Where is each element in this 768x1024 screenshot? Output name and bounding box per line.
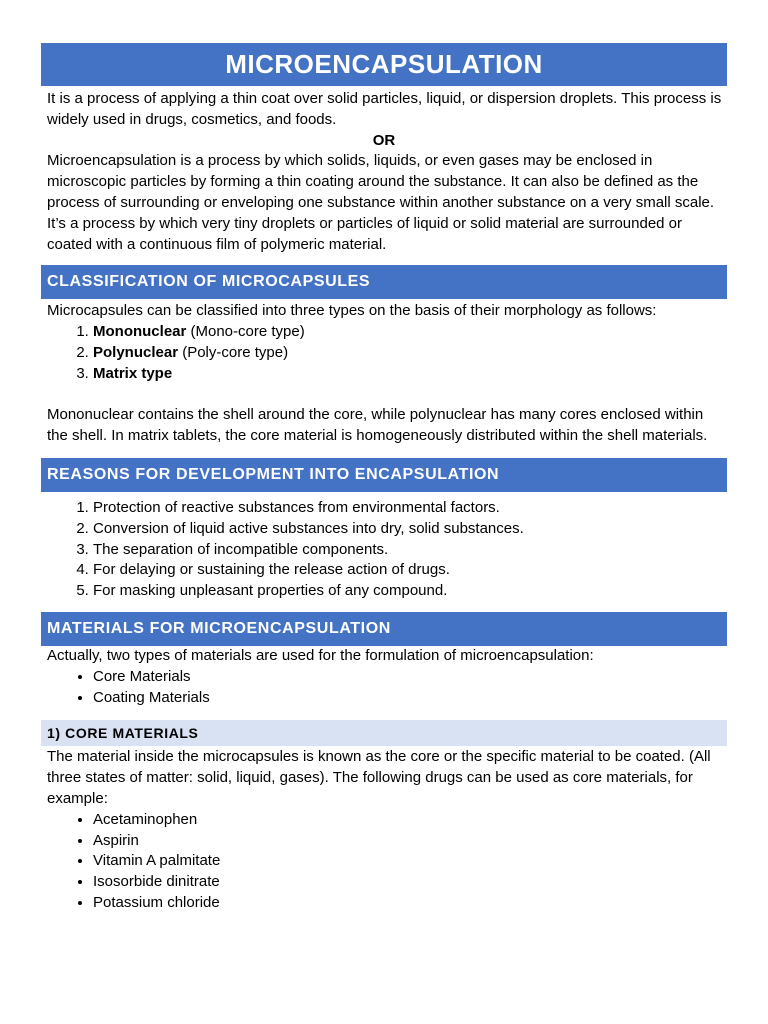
list-item: • Core Materials <box>93 667 727 688</box>
reasons-heading: REASONS FOR DEVELOPMENT INTO ENCAPSULATION <box>41 458 727 492</box>
intro-paragraph-1: It is a process of applying a thin coat over solid particles, liquid, or dispersion droplets. This process is widely used in drugs, cosmetics, and foods. <box>47 90 722 128</box>
or-separator: OR <box>372 131 396 149</box>
document-page <box>41 43 727 914</box>
core-materials-heading: 1) CORE MATERIALS <box>41 720 727 746</box>
classification-lead: Microcapsules can be classified into three types on the basis of their morphology as follows: <box>47 302 657 320</box>
list-item: • Potassium chloride <box>93 893 727 914</box>
type-name: Polynuclear <box>93 343 179 361</box>
core-materials-list <box>41 810 727 914</box>
type-name: Matrix type <box>93 364 173 382</box>
core-materials-lead: The material inside the microcapsules is known as the core or the specific material to be coated. (All three states of matter: solid, liquid, gases). The following drugs can be used as core materials, for example: <box>47 748 711 807</box>
list-item <box>93 364 727 385</box>
classification-list <box>41 322 727 384</box>
materials-list <box>41 667 727 709</box>
list-item <box>93 322 727 343</box>
list-item: • Acetaminophen <box>93 810 727 831</box>
list-item: 1. Protection of reactive substances from environmental factors. <box>93 498 727 519</box>
list-item: • Isosorbide dinitrate <box>93 872 727 893</box>
materials-lead: Actually, two types of materials are used for the formulation of microencapsulation: <box>47 646 594 664</box>
materials-heading: MATERIALS FOR MICROENCAPSULATION <box>41 612 727 646</box>
type-detail: (Poly-core type) <box>178 343 289 361</box>
type-detail: (Mono-core type) <box>186 323 305 341</box>
list-item: • Aspirin <box>93 831 727 852</box>
classification-note: Mononuclear contains the shell around the core, while polynuclear has many cores enclosed within the shell. In matrix tablets, the core material is homogeneously distributed within the shell materials. <box>47 406 708 445</box>
list-item: 5. For masking unpleasant properties of any compound. <box>93 581 727 602</box>
type-name: Mononuclear <box>93 323 187 341</box>
list-item: 2. Conversion of liquid active substances into dry, solid substances. <box>93 519 727 540</box>
list-item: 4. For delaying or sustaining the release action of drugs. <box>93 560 727 581</box>
classification-heading: CLASSIFICATION OF MICROCAPSULES <box>41 265 727 299</box>
list-item: 3. The separation of incompatible components. <box>93 540 727 561</box>
intro-paragraph-2: Microencapsulation is a process by which solids, liquids, or even gases may be enclosed in microscopic particles by forming a thin coating around the substance. It can also be defined as the process of surrounding or enveloping one substance within another substance on a very small scale. It’s a process by which very tiny droplets or particles of liquid or solid material are surrounded or coated with a continuous film of polymeric material. <box>47 152 715 253</box>
reasons-list <box>41 498 727 602</box>
list-item: • Vitamin A palmitate <box>93 851 727 872</box>
document-title: MICROENCAPSULATION <box>41 43 727 86</box>
list-item: • Coating Materials <box>93 688 727 709</box>
spacer <box>41 385 727 406</box>
list-item <box>93 343 727 364</box>
